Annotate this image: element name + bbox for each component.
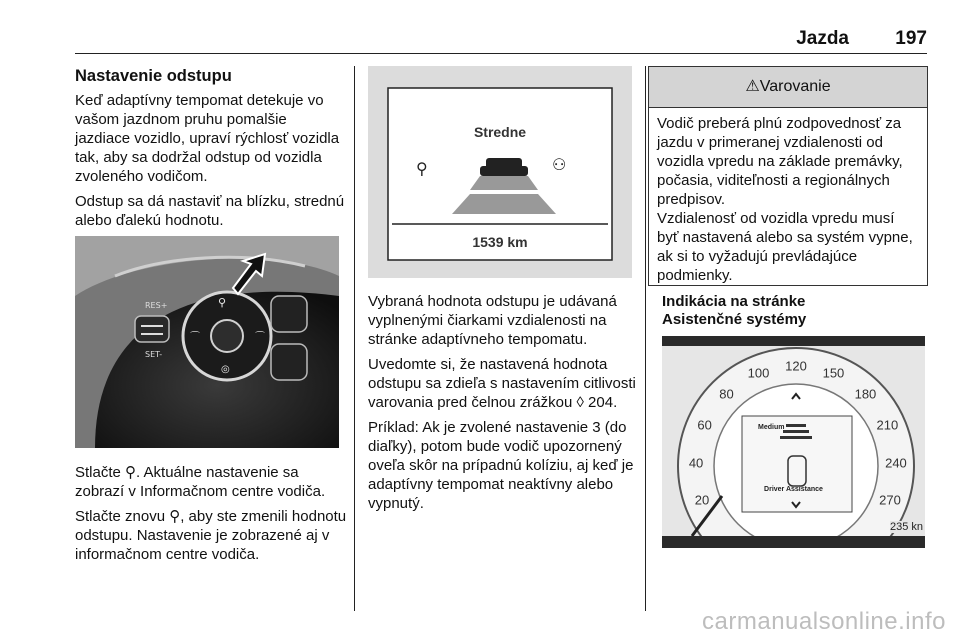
distance-mode-label: Stredne (473, 124, 527, 140)
warning-box (648, 66, 928, 286)
page-number: 197 (895, 28, 927, 49)
speed-tick-label: 100 (747, 365, 770, 381)
warning-paragraph: Vzdialenosť od vozidla vpredu musí byť nastavená alebo sa systém vypne, ak si to vyžadujú prevládajúce podmienky. (657, 210, 913, 284)
paragraph: Uvedomte si, že nastavená hodnota odstupu sa zdieľa s nastavením citlivosti varovania pred čelnou zrážkou ◊ 204. (368, 356, 636, 411)
column-divider-1 (354, 66, 355, 611)
paragraph: Odstup sa dá nastaviť na blízku, strednú alebo ďalekú hodnotu. (75, 193, 345, 229)
speed-tick-label: 80 (719, 386, 734, 402)
speed-tick-label: 60 (697, 417, 712, 433)
speed-tick-label: 20 (694, 492, 710, 508)
paragraph: Príklad: Ak je zvolené nastavenie 3 (do diaľky), potom bude vodič upozornený oveľa skôr na prípadnú kolíziu, aj keď je adaptívny tempomat neaktívny alebo vypnutý. (368, 419, 634, 512)
speed-tick-label: 210 (876, 417, 899, 433)
odometer-partial: 235 kn (889, 521, 923, 533)
svg-text:RES+: RES+ (145, 301, 168, 310)
paragraph: Keď adaptívny tempomat detekuje vo vašom jazdnom pruhu pomalšie jazdiace vozidlo, upraví rýchlosť vozidla tak, aby sa dodržal odstup od vozidla zvoleného vodičom. (75, 92, 340, 185)
svg-text:◎: ◎ (221, 364, 230, 375)
section-heading: Nastavenie odstupu (75, 67, 232, 85)
distance-icon: ⚲ (169, 508, 181, 525)
svg-text:⌒: ⌒ (255, 332, 265, 343)
speed-tick-label: 240 (885, 455, 907, 470)
paragraph: Stlačte znovu ⚲, aby ste zmenili hodnotu odstupu. Nastavenie je zobrazené aj v informačnom centre vodiča. (75, 508, 347, 563)
svg-text:⚇: ⚇ (552, 155, 567, 174)
paragraph: Stlačte ⚲. Aktuálne nastavenie sa zobrazí v Informačnom centre vodiča. (75, 464, 326, 500)
driver-assistance-label: Driver Assistance (764, 486, 823, 493)
column-divider-2 (645, 66, 646, 611)
subheading: Indikácia na stránke (662, 293, 806, 310)
speed-tick-label: 270 (879, 492, 901, 508)
header-rule (75, 53, 927, 54)
section-title: Jazda (796, 28, 849, 49)
warning-paragraph: Vodič preberá plnú zodpovednosť za jazdu v primeranej vzdialenosti od vozidla vpredu na základe premávky, počasia, viditeľnosti a regionálnych predpisov. (657, 115, 903, 208)
svg-text:⌒: ⌒ (190, 332, 200, 343)
warning-icon: ⚠ (745, 78, 760, 95)
medium-label: Medium (758, 424, 785, 431)
subheading-block (662, 293, 924, 329)
odometer-readout: 1539 km (472, 234, 528, 250)
column-1 (75, 66, 345, 236)
svg-text:SET-: SET- (145, 350, 163, 359)
column-2 (368, 292, 638, 519)
column-1-lower (75, 463, 347, 570)
speed-tick-label: 120 (785, 358, 807, 374)
svg-text:⚲: ⚲ (416, 159, 428, 178)
page-reference-icon: ◊ (576, 394, 584, 411)
steering-wheel-figure (75, 236, 339, 448)
speed-tick-label: 180 (854, 386, 877, 402)
paragraph: Vybraná hodnota odstupu je udávaná vyplnenými čiarkami vzdialenosti na stránke adaptívneho tempomatu. (368, 293, 617, 348)
distance-icon: ⚲ (125, 464, 137, 481)
warning-body (649, 108, 927, 285)
speed-tick-label: 150 (822, 365, 845, 381)
page-header (75, 28, 927, 50)
display-figure (368, 66, 632, 278)
steering-wheel-illustration (75, 236, 339, 448)
warning-title: Varovanie (759, 78, 831, 95)
watermark: carmanualsonline.info (702, 608, 946, 635)
speed-tick-label: 40 (688, 455, 704, 470)
instrument-cluster-figure (662, 336, 925, 548)
subheading: Asistenčné systémy (662, 311, 807, 328)
svg-text:⚲: ⚲ (218, 296, 227, 309)
warning-header (649, 67, 927, 108)
